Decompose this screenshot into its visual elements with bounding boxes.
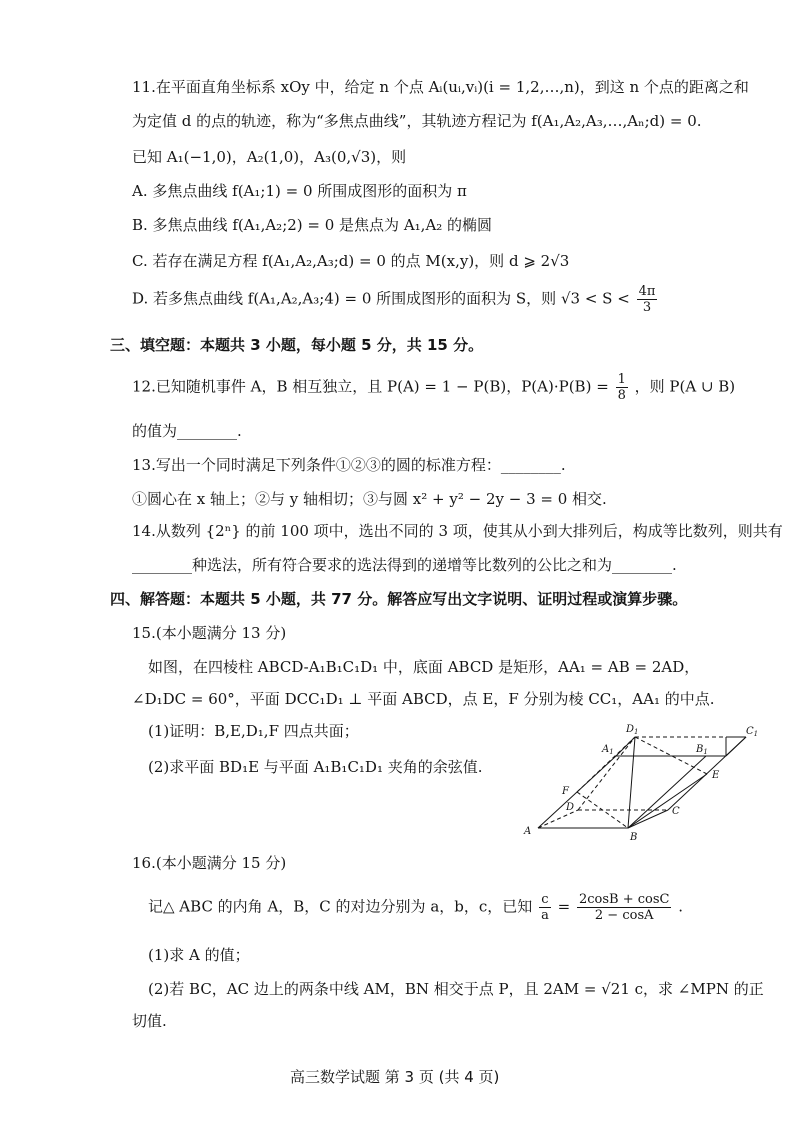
label-a: A <box>524 826 532 837</box>
q11-option-d-text: D. 若多焦点曲线 f(A₁,A₂,A₃;4) = 0 所围成图形的面积为 S，则 √3 < S < <box>132 289 630 308</box>
q15-line1: 如图，在四棱柱 ABCD-A₁B₁C₁D₁ 中，底面 ABCD 是矩形，AA₁ = AB = 2AD， <box>148 658 700 676</box>
q12-line1 <box>132 372 735 403</box>
edge-b-c <box>628 810 668 828</box>
q12-fraction-denominator: 8 <box>617 388 626 403</box>
edge-b1-c1 <box>726 737 746 756</box>
label-f: F <box>562 786 569 797</box>
q11-line1: 11.在平面直角坐标系 xOy 中，给定 n 个点 Aᵢ(uᵢ,vᵢ)(i = 1,2,…,n)，到这 n 个点的距离之和 <box>132 78 749 96</box>
label-e: E <box>712 770 720 781</box>
label-b: B <box>630 832 638 843</box>
label-c: C <box>672 806 680 817</box>
label-d1: $D_1$ <box>626 724 639 736</box>
q11-option-d-numerator: 4π <box>638 284 656 299</box>
q16-fraction1-denominator: a <box>541 908 549 923</box>
q16-fraction2-numerator: 2cosB + cosC <box>578 892 670 907</box>
q15-line2: ∠D₁DC = 60°，平面 DCC₁D₁ ⊥ 平面 ABCD，点 E，F 分别为棱 CC₁，AA₁ 的中点. <box>132 690 715 708</box>
q16-fraction-cos <box>577 892 672 923</box>
q15-part1: (1)证明：B,E,D₁,F 四点共面； <box>148 722 359 740</box>
q16-part1: (1)求 A 的值； <box>148 946 250 964</box>
q13-line1: 13.写出一个同时满足下列条件①②③的圆的标准方程：________. <box>132 456 566 474</box>
label-c1: $C_1$ <box>746 726 759 738</box>
page-footer: 高三数学试题 第 3 页 (共 4 页) <box>290 1068 500 1086</box>
label-b1: $B_1$ <box>696 744 708 756</box>
q12-text-pre: 12.已知随机事件 A，B 相互独立，且 P(A) = 1 − P(B)，P(A)·P(B) = <box>132 377 609 396</box>
q11-option-d-fraction <box>637 284 658 315</box>
q12-line2: 的值为________. <box>132 422 242 440</box>
q13-line2: ①圆心在 x 轴上；②与 y 轴相切；③与圆 x² + y² − 2y − 3 = 0 相交. <box>132 490 607 508</box>
q11-option-a: A. 多焦点曲线 f(A₁;1) = 0 所围成图形的面积为 π <box>132 182 467 200</box>
q16-part2-line1: (2)若 BC，AC 边上的两条中线 AM，BN 相交于点 P，且 2AM = √21 c，求 ∠MPN 的正 <box>148 980 764 998</box>
label-d: D <box>566 802 575 813</box>
q16-fraction1-numerator: c <box>539 892 551 908</box>
q12-fraction <box>616 372 628 403</box>
q11-option-c: C. 若存在满足方程 f(A₁,A₂,A₃;d) = 0 的点 M(x,y)，则 d ⩾ 2√3 <box>132 252 570 270</box>
q12-fraction-numerator: 1 <box>617 372 626 387</box>
q14-line2: ________种选法，所有符合要求的选法得到的递增等比数列的公比之和为________. <box>132 556 677 574</box>
q15-part2: (2)求平面 BD₁E 与平面 A₁B₁C₁D₁ 夹角的余弦值. <box>148 758 483 776</box>
q11-option-b: B. 多焦点曲线 f(A₁,A₂;2) = 0 是焦点为 A₁,A₂ 的椭圆 <box>132 216 493 234</box>
q12-text-post: ，则 P(A ∪ B) <box>634 377 736 396</box>
q11-option-d-denominator: 3 <box>642 300 652 315</box>
label-a1: $A_1$ <box>602 744 614 756</box>
q16-text-pre: 记△ ABC 的内角 A，B，C 的对边分别为 a，b，c，已知 <box>148 897 533 916</box>
q15-title: 15.(本小题满分 13 分) <box>132 624 287 642</box>
segment-b-d1 <box>628 737 635 828</box>
q16-fraction2-denominator: 2 − cosA <box>594 908 654 923</box>
q16-fraction-c-over-a <box>539 892 551 923</box>
section-4-heading: 四、解答题：本题共 5 小题，共 77 分。解答应写出文字说明、证明过程或演算步骤。 <box>110 590 688 608</box>
segment-b-e <box>628 774 707 828</box>
edge-b-b1 <box>628 756 706 828</box>
prism-figure <box>520 720 759 843</box>
q16-title: 16.(本小题满分 15 分) <box>132 854 287 872</box>
q16-part2-line2: 切值. <box>132 1012 167 1030</box>
q11-line2: 为定值 d 的点的轨迹，称为“多焦点曲线”，其轨迹方程记为 f(A₁,A₂,A₃,…,Aₙ;d) = 0. <box>132 112 702 130</box>
q16-equals: = <box>557 897 571 916</box>
q11-option-d <box>132 284 659 315</box>
section-3-heading: 三、填空题：本题共 3 小题，每小题 5 分，共 15 分。 <box>110 336 484 354</box>
q16-text-post: . <box>678 897 684 916</box>
q11-line3: 已知 A₁(−1,0)，A₂(1,0)，A₃(0,√3)，则 <box>132 148 407 166</box>
q16-line1 <box>148 892 683 923</box>
q14-line1: 14.从数列 {2ⁿ} 的前 100 项中，选出不同的 3 项，使其从小到大排列后，构成等比数列，则共有 <box>132 522 783 540</box>
